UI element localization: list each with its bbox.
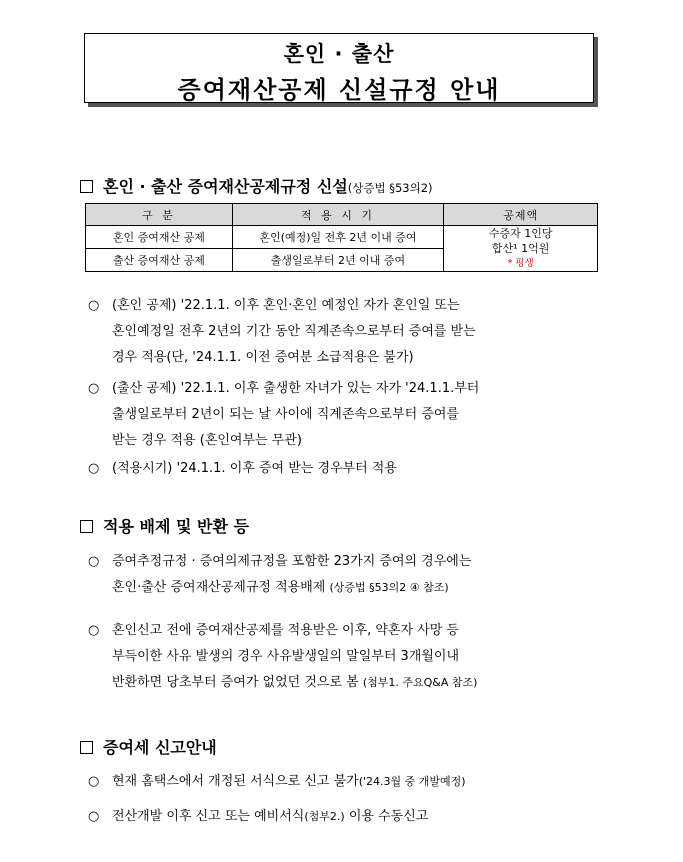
table-cell-category: 혼인 증여재산 공제: [86, 226, 233, 249]
bullet-circle-icon: ○: [88, 298, 100, 313]
section-3-item-hometax: ○ 현재 홈택스에서 개정된 서식으로 신고 불가('24.3월 중 개발예정): [88, 769, 598, 795]
bullet-circle-icon: ○: [88, 381, 100, 396]
bullet-circle-icon: ○: [88, 774, 100, 789]
table-header-amount: 공제액: [444, 204, 598, 226]
table-header-category: 구 분: [86, 204, 233, 226]
table-cell-amount: [444, 226, 598, 272]
title-line-2: 증여재산공제 신설규정 안내: [177, 76, 501, 104]
title-box: [84, 33, 594, 103]
section-3-item-manual: ○ 전산개발 이후 신고 또는 예비서식(첨부2.) 이용 수동신고: [88, 804, 598, 830]
table-cell-period: 혼인(예정)일 전후 2년 이내 증여: [232, 226, 444, 249]
section-1-heading: 혼인 · 출산 증여재산공제규정 신설(상증법 §53의2): [80, 174, 433, 197]
table-header-period: 적 용 시 기: [232, 204, 444, 226]
section-3-heading: 증여세 신고안내: [80, 735, 217, 758]
table-header-row: [86, 204, 598, 226]
reference-note: (첨부2.): [304, 810, 345, 823]
checkbox-square-icon: [80, 180, 93, 193]
section-1-item-marriage: ○ (혼인 공제) '22.1.1. 이후 혼인·혼인 예정인 자가 혼인일 또는 혼인예정일 전후 2년의 기간 동안 직계존속으로부터 증여를 받는 경우 적용(단, '24.1.1. 이전 증여분 소급적용은 불가): [88, 293, 598, 371]
amount-line-2: 합산¹ 1억원: [491, 242, 550, 255]
checkbox-square-icon: [80, 520, 93, 533]
bullet-circle-icon: ○: [88, 623, 100, 638]
table-cell-category: 출산 증여재산 공제: [86, 249, 233, 272]
bullet-circle-icon: ○: [88, 461, 100, 476]
reference-note: ('24.3월 중 개발예정): [358, 775, 466, 788]
section-1-item-period: ○ (적용시기) '24.1.1. 이후 증여 받는 경우부터 적용: [88, 456, 598, 482]
checkbox-square-icon: [80, 741, 93, 754]
section-2-heading: 적용 배제 및 반환 등: [80, 514, 249, 537]
title-line-1: 혼인 · 출산: [283, 42, 395, 66]
section-1-item-birth: ○ (출산 공제) '22.1.1. 이후 출생한 자녀가 있는 자가 '24.1.1.부터 출생일로부터 2년이 되는 날 사이에 직계존속으로부터 증여를 받는 경우 적용 (혼인여부는 무관): [88, 376, 598, 454]
section-2-item-return: ○ 혼인신고 전에 증여재산공제를 적용받은 이후, 약혼자 사망 등 부득이한 사유 발생의 경우 사유발생일의 말일부터 3개월이내 반환하면 당초부터 증여가 없었던 것으로 봄 (첨부1. 주요Q&A 참조): [88, 618, 598, 696]
reference-note: (첨부1. 주요Q&A 참조): [362, 676, 478, 689]
amount-line-1: 수증자 1인당: [488, 227, 553, 240]
reference-note: (상증법 §53의2 ④ 참조): [329, 581, 449, 594]
bullet-circle-icon: ○: [88, 809, 100, 824]
table-cell-period: 출생일로부터 2년 이내 증여: [232, 249, 444, 272]
section-1-heading-note: (상증법 §53의2): [347, 181, 433, 195]
amount-note: * 평생: [507, 258, 534, 269]
rules-table: [85, 203, 598, 272]
table-row: [86, 226, 598, 249]
bullet-circle-icon: ○: [88, 554, 100, 569]
section-2-item-exclusion: ○ 증여추정규정 · 증여의제규정을 포함한 23가지 증여의 경우에는 혼인·출산 증여재산공제규정 적용배제 (상증법 §53의2 ④ 참조): [88, 549, 598, 601]
